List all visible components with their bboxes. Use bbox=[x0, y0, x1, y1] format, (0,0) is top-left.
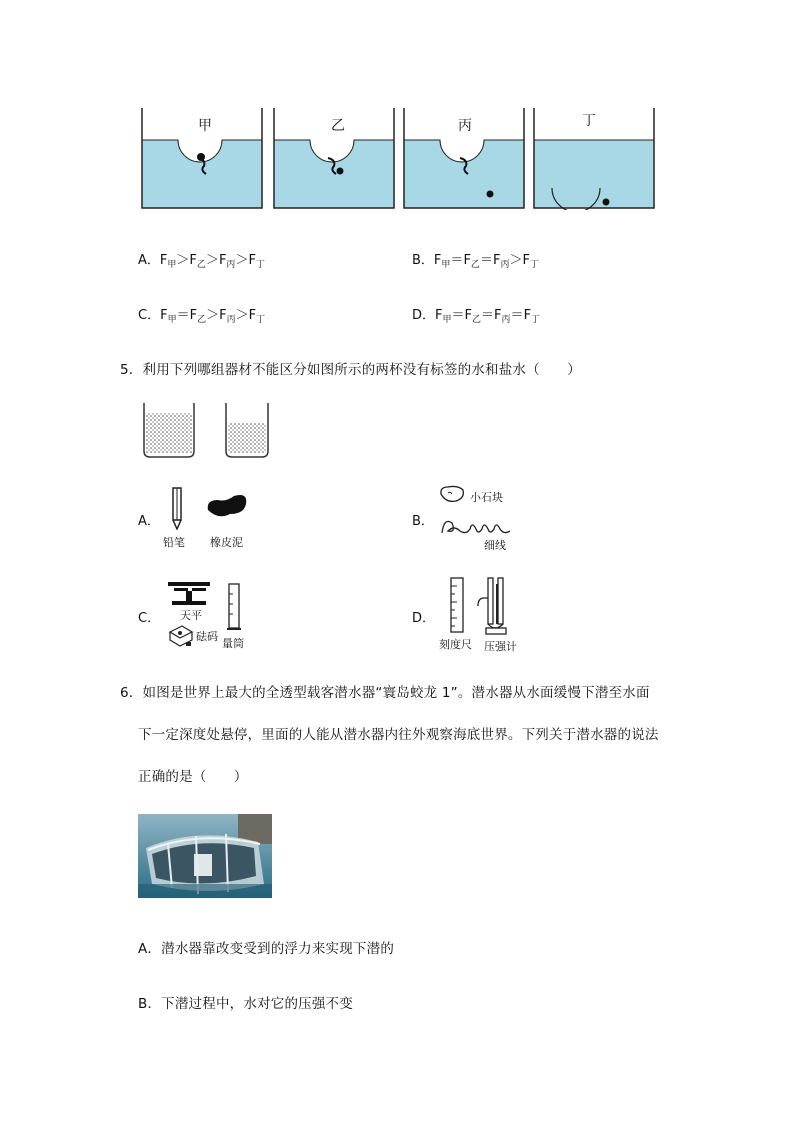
q6-option-b[interactable]: B．下潜过程中，水对它的压强不变 bbox=[138, 996, 353, 1012]
q4-option-b[interactable]: B．$F_甲=F_乙=F_丙>F_丁$ bbox=[412, 253, 539, 270]
q4-option-a[interactable]: A．$F_甲>F_乙>F_丙>F_丁$ bbox=[138, 253, 265, 270]
plasticine-icon bbox=[204, 492, 250, 520]
q5-b-item1-label: 小石块 bbox=[470, 491, 503, 504]
q5-option-d-key[interactable]: D． bbox=[412, 611, 436, 626]
pressure-gauge-icon bbox=[474, 576, 514, 636]
q6-stem-line2: 下一定深度处悬停，里面的人能从潜水器内往外观察海底世界。下列关于潜水器的说法 bbox=[138, 727, 659, 743]
balance-icon bbox=[166, 580, 212, 606]
q5-option-a-key[interactable]: A． bbox=[138, 514, 160, 529]
submersible-photo bbox=[138, 814, 272, 898]
q6-stem-line1: 6．如图是世界上最大的全透型载客潜水器“寰岛蛟龙 1”。潜水器从水面缓慢下潜至水面 bbox=[120, 685, 650, 701]
q5-a-item1-label: 铅笔 bbox=[163, 536, 185, 549]
q6-option-a[interactable]: A．潜水器靠改变受到的浮力来实现下潜的 bbox=[138, 941, 395, 957]
tank-label-yi: 乙 bbox=[331, 118, 345, 134]
two-beakers-illustration bbox=[142, 403, 272, 459]
ruler-icon bbox=[449, 576, 465, 634]
stone-icon bbox=[438, 484, 466, 504]
q5-d-item2-label: 压强计 bbox=[484, 640, 517, 653]
q6-stem-line3: 正确的是（ ） bbox=[138, 769, 248, 785]
q5-stem: 5．利用下列哪组器材不能区分如图所示的两杯没有标签的水和盐水（ ） bbox=[120, 362, 581, 378]
tank-label-bing: 丙 bbox=[458, 118, 472, 134]
q5-c-item3-label: 量筒 bbox=[222, 637, 244, 650]
q5-b-item2-label: 细线 bbox=[484, 539, 506, 552]
thread-icon bbox=[440, 515, 512, 537]
q5-d-item1-label: 刻度尺 bbox=[439, 638, 472, 651]
q5-c-item1-label: 天平 bbox=[180, 609, 202, 622]
tank-label-jia: 甲 bbox=[198, 118, 212, 134]
q5-c-item2-label: 砝码 bbox=[196, 630, 218, 643]
q5-option-c-key[interactable]: C． bbox=[138, 611, 161, 626]
q4-option-d[interactable]: D．$F_甲=F_乙=F_丙=F_丁$ bbox=[412, 308, 541, 325]
q4-option-c[interactable]: C．$F_甲=F_乙>F_丙>F_丁$ bbox=[138, 308, 266, 325]
q5-a-item2-label: 橡皮泥 bbox=[210, 536, 243, 549]
graduated-cylinder-icon bbox=[226, 582, 242, 632]
pencil-icon bbox=[170, 486, 184, 530]
tank-label-ding: 丁 bbox=[582, 113, 596, 129]
q5-option-b-key[interactable]: B． bbox=[412, 514, 434, 529]
weights-box-icon bbox=[166, 622, 196, 648]
